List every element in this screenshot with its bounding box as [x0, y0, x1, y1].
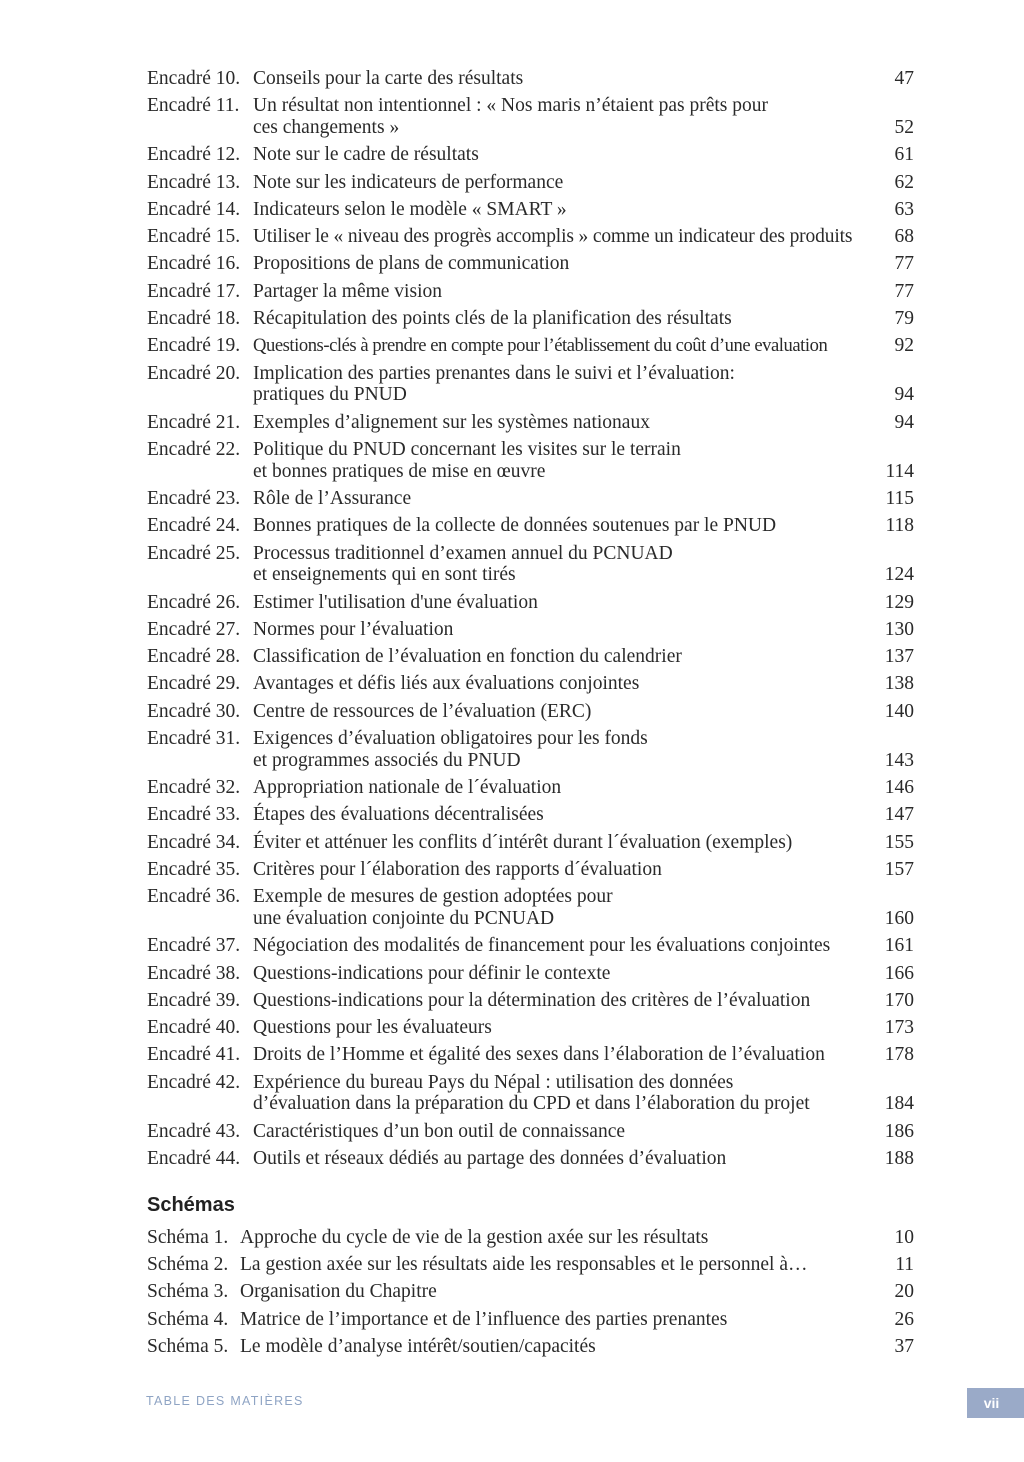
toc-entry[interactable] — [147, 281, 914, 303]
entry-page: 118 — [885, 515, 914, 537]
toc-entry[interactable] — [147, 619, 914, 641]
entry-page: 26 — [894, 1308, 914, 1330]
entry-title: Avantages et défis liés aux évaluations conjointes — [253, 673, 640, 695]
toc-entry[interactable] — [147, 335, 914, 357]
entry-page: 114 — [885, 460, 914, 482]
entry-label: Schéma 2. — [147, 1254, 229, 1276]
toc-entry[interactable] — [147, 172, 914, 194]
entry-page: 79 — [894, 308, 914, 330]
schemas-list — [147, 1227, 914, 1358]
entry-title: Utiliser le « niveau des progrès accomplis » comme un indicateur des produits — [253, 226, 853, 248]
toc-entry[interactable] — [147, 199, 914, 221]
entry-title: Matrice de l’importance et de l’influence des parties prenantes — [240, 1308, 728, 1330]
entry-label: Encadré 28. — [147, 646, 241, 668]
toc-entry[interactable] — [147, 363, 914, 406]
entry-label: Encadré 23. — [147, 487, 241, 509]
entry-title: Questions-indications pour définir le contexte — [253, 962, 611, 984]
entry-title: Estimer l'utilisation d'une évaluation — [253, 591, 538, 613]
entry-title: Rôle de l’Assurance — [253, 487, 412, 509]
toc-entry[interactable] — [147, 488, 914, 510]
entry-title: Droits de l’Homme et égalité des sexes dans l’élaboration de l’évaluation — [253, 1044, 825, 1066]
toc-entry[interactable] — [147, 68, 914, 90]
entry-title: Approche du cycle de vie de la gestion axée sur les résultats — [240, 1226, 709, 1248]
entry-label: Encadré 39. — [147, 989, 241, 1011]
toc-entry[interactable] — [147, 439, 914, 482]
entry-title: Caractéristiques d’un bon outil de connaissance — [253, 1120, 626, 1142]
entry-title: La gestion axée sur les résultats aide les responsables et le personnel à… — [240, 1254, 808, 1276]
entry-label: Encadré 32. — [147, 777, 241, 799]
entry-title: Classification de l’évaluation en fonction du calendrier — [253, 646, 682, 668]
entry-title: Éviter et atténuer les conflits d´intérêt durant l´évaluation (exemples) — [253, 831, 793, 853]
toc-entry[interactable] — [147, 1254, 914, 1276]
running-footer-section: TABLE DES MATIÈRES — [146, 1394, 304, 1408]
entry-page: 77 — [894, 280, 914, 302]
toc-entry[interactable] — [147, 728, 914, 771]
entry-label: Schéma 3. — [147, 1281, 229, 1303]
entry-page: 94 — [894, 384, 914, 406]
entry-page: 143 — [884, 749, 914, 771]
toc-entry[interactable] — [147, 1072, 914, 1115]
entry-page: 137 — [884, 646, 914, 668]
entry-label: Encadré 13. — [147, 171, 241, 193]
entry-page: 63 — [894, 198, 914, 220]
entry-page: 147 — [884, 804, 914, 826]
entry-label: Encadré 38. — [147, 962, 241, 984]
entry-page: 124 — [884, 564, 914, 586]
entry-label: Encadré 34. — [147, 831, 241, 853]
entry-page: 138 — [884, 673, 914, 695]
entry-label: Schéma 5. — [147, 1335, 229, 1357]
entry-title: Récapitulation des points clés de la planification des résultats — [253, 308, 732, 330]
entry-label: Encadré 31. — [147, 728, 241, 750]
entry-label: Encadré 37. — [147, 935, 241, 957]
entry-page: 94 — [894, 411, 914, 433]
entry-title: Exemples d’alignement sur les systèmes nationaux — [253, 411, 650, 433]
entry-page: 115 — [885, 487, 914, 509]
entry-page: 10 — [894, 1226, 914, 1248]
toc-entry[interactable] — [147, 646, 914, 668]
entry-page: 160 — [884, 907, 914, 929]
entry-label: Encadré 44. — [147, 1148, 241, 1170]
toc-entry[interactable] — [147, 592, 914, 614]
toc-entry[interactable] — [147, 886, 914, 929]
entry-title: Outils et réseaux dédiés au partage des données d’évaluation — [253, 1148, 727, 1170]
entry-page: 130 — [884, 618, 914, 640]
entry-page: 157 — [884, 858, 914, 880]
entry-title: Étapes des évaluations décentralisées — [253, 804, 544, 826]
entry-label: Encadré 27. — [147, 618, 241, 640]
entry-label: Encadré 43. — [147, 1120, 241, 1142]
entry-page: 47 — [894, 68, 914, 89]
schemas-heading: Schémas — [147, 1193, 235, 1216]
entry-page: 92 — [894, 335, 914, 357]
toc-entry[interactable] — [147, 963, 914, 985]
toc-entry[interactable] — [147, 777, 914, 799]
entry-page: 146 — [884, 777, 914, 799]
toc-entry[interactable] — [147, 1281, 914, 1303]
entry-label: Encadré 20. — [147, 362, 241, 384]
entry-label: Encadré 22. — [147, 438, 241, 460]
entry-label: Encadré 26. — [147, 591, 241, 613]
toc-entry[interactable] — [147, 1148, 914, 1170]
toc-entry[interactable] — [147, 144, 914, 166]
entry-title: Questions-clés à prendre en compte pour l’établissement du coût d’une evaluation — [253, 335, 828, 357]
toc-entry[interactable] — [147, 701, 914, 723]
entry-title: Centre de ressources de l’évaluation (ERC) — [253, 700, 592, 722]
entry-page: 166 — [884, 962, 914, 984]
entry-title: Questions pour les évaluateurs — [253, 1017, 492, 1039]
entry-label: Encadré 21. — [147, 411, 241, 433]
toc-entry[interactable] — [147, 1336, 914, 1358]
entry-page: 20 — [894, 1281, 914, 1303]
entry-title: Note sur le cadre de résultats — [253, 144, 479, 166]
entry-page: 77 — [894, 253, 914, 275]
entry-title: Politique du PNUD concernant les visites sur le terrain et bonnes pratiques de mise en œuvre — [253, 438, 681, 482]
entry-page: 68 — [894, 226, 914, 248]
entry-title: Indicateurs selon le modèle « SMART » — [253, 198, 567, 220]
toc-entry[interactable] — [147, 935, 914, 957]
toc-entry[interactable] — [147, 1121, 914, 1143]
toc-entry[interactable] — [147, 990, 914, 1012]
toc-entry[interactable] — [147, 95, 914, 138]
entry-label: Encadré 12. — [147, 144, 241, 166]
entry-label: Encadré 42. — [147, 1071, 241, 1093]
entry-label: Encadré 10. — [147, 68, 241, 89]
entry-label: Encadré 17. — [147, 280, 241, 302]
entry-label: Encadré 15. — [147, 226, 241, 248]
encadres-list — [147, 68, 914, 1170]
toc-entry[interactable] — [147, 515, 914, 537]
entry-title: Appropriation nationale de l´évaluation — [253, 777, 562, 799]
entry-title: Note sur les indicateurs de performance — [253, 171, 564, 193]
entry-page: 184 — [884, 1093, 914, 1115]
toc-entry[interactable] — [147, 308, 914, 330]
entry-label: Encadré 18. — [147, 308, 241, 330]
entry-title: Exigences d’évaluation obligatoires pour les fonds et programmes associés du PNUD — [253, 728, 648, 771]
toc-entry[interactable] — [147, 226, 914, 248]
entry-label: Schéma 4. — [147, 1308, 229, 1330]
entry-label: Encadré 36. — [147, 886, 241, 908]
toc-entry[interactable] — [147, 804, 914, 826]
entry-title: Normes pour l’évaluation — [253, 618, 454, 640]
toc-entry[interactable] — [147, 1309, 914, 1331]
entry-title: Expérience du bureau Pays du Népal : utilisation des données d’évaluation dans la préparation du CPD et dans l’élaboration du projet — [253, 1071, 810, 1115]
entry-page: 186 — [884, 1120, 914, 1142]
entry-page: 62 — [894, 171, 914, 193]
entry-title: Questions-indications pour la détermination des critères de l’évaluation — [253, 989, 811, 1011]
entry-title: Exemple de mesures de gestion adoptées pour une évaluation conjointe du PCNUAD — [253, 886, 613, 929]
entry-label: Encadré 33. — [147, 804, 241, 826]
entry-page: 37 — [894, 1335, 914, 1357]
entry-label: Encadré 41. — [147, 1044, 241, 1066]
entry-page: 178 — [884, 1044, 914, 1066]
entry-label: Encadré 25. — [147, 542, 241, 564]
entry-label: Encadré 19. — [147, 335, 241, 357]
entry-title: Conseils pour la carte des résultats — [253, 68, 524, 89]
toc-entry[interactable] — [147, 253, 914, 275]
entry-page: 52 — [894, 117, 914, 138]
entry-title: Partager la même vision — [253, 280, 442, 302]
entry-page: 188 — [884, 1148, 914, 1170]
page-number: vii — [983, 1395, 1000, 1411]
entry-title: Critères pour l´élaboration des rapports d´évaluation — [253, 858, 662, 880]
entry-page: 173 — [884, 1017, 914, 1039]
entry-label: Schéma 1. — [147, 1226, 229, 1248]
toc-entry[interactable] — [147, 1017, 914, 1039]
entry-label: Encadré 29. — [147, 673, 241, 695]
entry-label: Encadré 16. — [147, 253, 241, 275]
entry-page: 140 — [884, 700, 914, 722]
entry-page: 170 — [884, 989, 914, 1011]
entry-title: Le modèle d’analyse intérêt/soutien/capacités — [240, 1335, 596, 1357]
toc-entry[interactable] — [147, 543, 914, 586]
entry-page: 161 — [884, 935, 914, 957]
toc-entry[interactable] — [147, 832, 914, 854]
toc-entry[interactable] — [147, 673, 914, 695]
entry-title: Un résultat non intentionnel : « Nos maris n’étaient pas prêts pour ces changements » — [253, 95, 769, 138]
page-number-tab — [967, 1388, 1024, 1418]
entry-page: 61 — [894, 144, 914, 166]
entry-label: Encadré 11. — [147, 95, 240, 117]
entry-label: Encadré 30. — [147, 700, 241, 722]
toc-entry[interactable] — [147, 1044, 914, 1066]
entry-title: Organisation du Chapitre — [240, 1281, 437, 1303]
toc-entry[interactable] — [147, 859, 914, 881]
entry-label: Encadré 35. — [147, 858, 241, 880]
entry-title: Négociation des modalités de financement pour les évaluations conjointes — [253, 935, 831, 957]
entry-title: Implication des parties prenantes dans le suivi et l’évaluation: pratiques du PNUD — [253, 362, 735, 406]
entry-page: 129 — [884, 591, 914, 613]
entry-title: Propositions de plans de communication — [253, 253, 570, 275]
toc-entry[interactable] — [147, 1227, 914, 1249]
entry-title: Bonnes pratiques de la collecte de données soutenues par le PNUD — [253, 515, 777, 537]
entry-page: 155 — [884, 831, 914, 853]
entry-label: Encadré 14. — [147, 198, 241, 220]
table-of-contents — [147, 68, 914, 1363]
entry-title: Processus traditionnel d’examen annuel du PCNUAD et enseignements qui en sont tirés — [253, 542, 673, 586]
entry-page: 11 — [895, 1254, 914, 1276]
toc-entry[interactable] — [147, 412, 914, 434]
entry-label: Encadré 40. — [147, 1017, 241, 1039]
entry-label: Encadré 24. — [147, 515, 241, 537]
